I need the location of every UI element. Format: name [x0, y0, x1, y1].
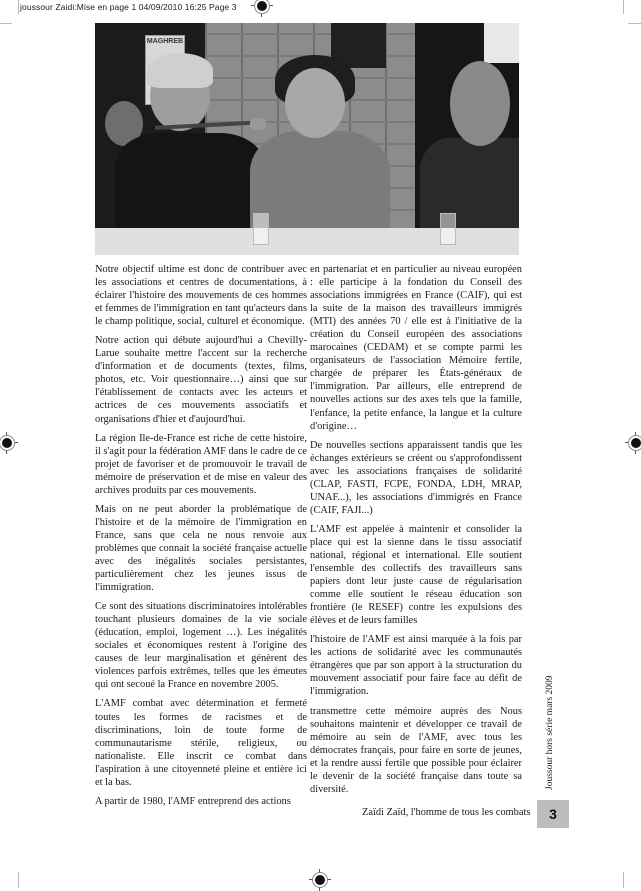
running-title: Zaïdi Zaïd, l'homme de tous les combats — [362, 807, 531, 818]
print-slug: joussour Zaidi:Mise en page 1 04/09/2010 16:25 Page 3 — [20, 2, 237, 12]
paragraph: A partir de 1980, l'AMF entreprend des actions — [95, 795, 291, 807]
registration-mark-right-icon — [625, 432, 641, 454]
panel-photo — [95, 23, 519, 255]
paragraph: L'AMF combat avec détermination et fermeté toutes les formes de racismes et de discriminations, loin de toute forme de communautarisme stérile, religieux, ou nationaliste. Elle inscrit ce combat dans l'aspiration à une citoyenneté pleine et entière ici et la bas. — [95, 698, 307, 788]
crop-mark — [628, 23, 641, 24]
registration-mark-left-icon — [0, 432, 18, 454]
text-column-left — [95, 263, 307, 814]
paragraph: Mais on ne peut aborder la problématique de l'histoire et de la mémoire de l'immigration en France, sans que cela ne nous renvoie aux problèmes que connait la société française actuelle avec des inégalités sociales persistantes, particulièrement chez les jeunes issus de l'immigration. — [95, 503, 307, 594]
paragraph: en partenariat et en particulier au niveau européen : elle participe à la fondation du Conseil des associations immigrées en France (CAIF), qui est la suite de la maison des travailleurs immigrés (MTI) des années 70 / elle est à l'initiative de la création du Conseil européen des associations marocaines (CEDAM) et se compte parmi les organisateurs de l'association Mémoire fertile, chargée de préparer les États-généraux de l'immigration. Par ailleurs, elle entreprend de nouvelles actions sur des axes tels que la famille, l'enfance, la petite enfance, la langue et la culture d'origine… — [310, 264, 522, 432]
paragraph: Notre objectif ultime est donc de contribuer avec les associations et centres de documentations, à éclairer l'histoire des mouvements de ces hommes et femmes de l'immigration en tant qu'acteurs dans le champ politique, social, culturel et économique. — [95, 264, 307, 328]
crop-mark — [623, 872, 624, 888]
crop-mark — [0, 23, 12, 24]
paragraph: De nouvelles sections apparaissent tandis que les échanges extérieurs se créent ou s'approfondissent avec les associations françaises de solidarité (CLAP, FASTI, FCPE, FONDA, LDH, MRAP, UNAF...), les associations d'immigrés en France (CAIF, FAJI...) — [310, 439, 522, 516]
paragraph: Notre action qui débute aujourd'hui a Chevilly-Larue souhaite mettre l'accent sur la recherche d'information et de documents (textes, films, photos, etc. Voir questionnaire…) ainsi que sur l'établissement de contacts avec les acteurs et actrices de ces mouvements associatifs et organisations d'hier et d'aujourd'hui. — [95, 335, 307, 425]
registration-mark-top-icon — [251, 0, 273, 17]
paragraph: l'histoire de l'AMF est ainsi marquée à la fois par les actions de solidarité avec les communautés étrangères que par son apport à la structuration du mouvement associatif pour faire face au défit de l'immigration. — [310, 634, 522, 698]
text-column-right — [310, 263, 522, 802]
paragraph: transmettre cette mémoire auprès des Nous souhaitons maintenir et développer ce travail de mémoire au sein de l'AMF, avec tous les démocrates français, pour faire en sorte de jeunes, et la rendre aussi fertile que possible pour éclairer le devenir de la société française dans toute sa diversité. — [310, 705, 522, 795]
page-number: 3 — [537, 800, 569, 828]
paragraph: Ce sont des situations discriminatoires intolérables touchant plusieurs domaines de la vie sociale (éducation, emploi, logement …). Les inégalités sociales et économiques restent à l'origine des causes de leur marginalisation et génèrent des violences parfois extrêmes, telles que les émeutes qui ont secoué la France en novembre 2005. — [95, 601, 307, 691]
paragraph: L'AMF est appelée à maintenir et consolider la place qui est la sienne dans le tissu associatif national, régional et international. Elle soutient l'ensemble des collectifs des travailleurs sans papiers dont leur juste cause de régularisation comme elle soutient le réseau éducation son frontière (le RESEF) contre les expulsions des élèves et de leurs familles — [310, 523, 522, 627]
publication-side-text: Joussour hors série mars 2009 — [545, 675, 555, 790]
crop-mark — [18, 872, 19, 888]
crop-mark — [623, 0, 624, 14]
poster: MAGHREB — [145, 35, 185, 105]
crop-mark — [18, 0, 19, 14]
paragraph: La région Ile-de-France est riche de cette histoire, il s'agit pour la fédération AMF dans le cadre de ce projet de favoriser et de promouvoir le travail de mémoire de préservation et de mise en valeur des archives produits par ces mouvements. — [95, 432, 307, 496]
